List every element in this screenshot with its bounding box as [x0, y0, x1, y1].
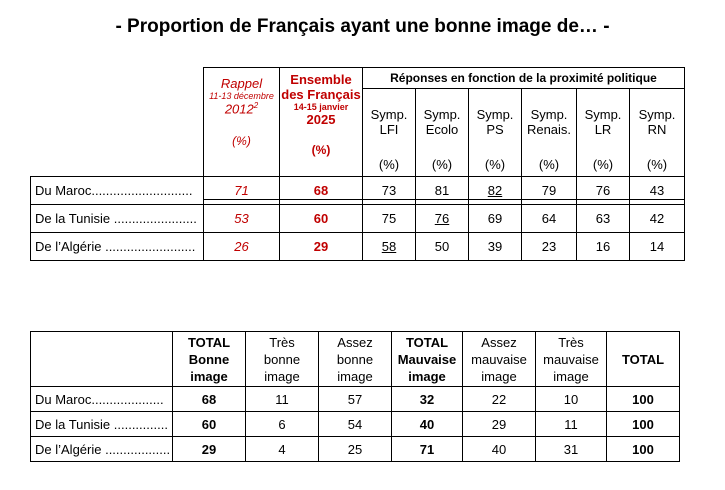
cell-value: 32	[392, 387, 463, 412]
cell-value: 54	[319, 412, 392, 437]
ensemble-year: 2025	[306, 112, 336, 127]
breakdown-header-row	[31, 332, 680, 387]
rappel-year: 2012	[224, 101, 254, 117]
column-header	[173, 332, 246, 387]
ensemble-value: 60	[280, 205, 363, 233]
column-header-line: image	[190, 368, 228, 384]
column-header-line: image	[264, 368, 300, 384]
cell-value: 29	[463, 412, 536, 437]
image-breakdown-table	[30, 331, 680, 462]
party-value: 63	[577, 205, 630, 233]
party-line1: Symp.	[584, 107, 622, 122]
column-header	[463, 332, 536, 387]
party-value: 79	[522, 177, 577, 205]
table-row	[31, 205, 685, 233]
party-value: 73	[363, 177, 416, 205]
party-value: 82	[469, 177, 522, 205]
column-header-line: Assez	[337, 334, 373, 350]
cell-value: 11	[536, 412, 607, 437]
column-header	[536, 332, 607, 387]
ensemble-dates: 14-15 janvier	[293, 102, 349, 112]
rappel-value: 53	[204, 205, 280, 233]
rappel-footnote: 2	[253, 101, 259, 110]
cell-value: 40	[463, 437, 536, 462]
party-value: 50	[416, 233, 469, 261]
party-value: 16	[577, 233, 630, 261]
row-label: De la Tunisie .......................	[31, 205, 204, 233]
column-header-line: image	[337, 368, 373, 384]
cell-value: 25	[319, 437, 392, 462]
party-unit: (%)	[538, 157, 560, 172]
party-line1: Symp.	[530, 107, 568, 122]
empty-corner	[31, 332, 173, 387]
rappel-dates: 11-13 décembre	[209, 91, 274, 101]
page-title: - Proportion de Français ayant une bonne image de… -	[115, 16, 610, 37]
column-header-line: Mauvaise	[397, 351, 457, 367]
row-label: Du Maroc....................	[31, 387, 173, 412]
cell-value: 31	[536, 437, 607, 462]
cell-value: 40	[392, 412, 463, 437]
cell-value: 6	[246, 412, 319, 437]
group-header: Réponses en fonction de la proximité politique	[363, 68, 685, 89]
cell-value: 10	[536, 387, 607, 412]
row-label: De la Tunisie ...............	[31, 412, 173, 437]
column-header-line: TOTAL	[187, 334, 231, 350]
party-line2: LR	[594, 122, 612, 137]
column-header-line: Bonne	[188, 351, 230, 367]
party-line1: Symp.	[476, 107, 514, 122]
party-line1: Symp.	[423, 107, 461, 122]
party-value: 64	[522, 205, 577, 233]
table-row	[31, 437, 680, 462]
party-value: 81	[416, 177, 469, 205]
cell-value: 71	[392, 437, 463, 462]
cell-value: 100	[607, 387, 680, 412]
cell-value: 29	[173, 437, 246, 462]
party-value: 76	[577, 177, 630, 205]
column-header	[319, 332, 392, 387]
cell-value: 100	[607, 412, 680, 437]
column-header-line: image	[553, 368, 589, 384]
column-header-line: bonne	[263, 351, 301, 367]
proximity-table-rows	[30, 176, 685, 261]
column-header-line: Très	[269, 334, 295, 350]
column-header-line: image	[408, 368, 446, 384]
cell-value: 68	[173, 387, 246, 412]
party-line2: Ecolo	[425, 122, 459, 137]
column-header-line: mauvaise	[543, 351, 599, 367]
column-header	[392, 332, 463, 387]
ensemble-unit: (%)	[311, 143, 331, 157]
rappel-value: 26	[204, 233, 280, 261]
row-label: Du Maroc............................	[31, 177, 204, 205]
party-line1: Symp.	[370, 107, 408, 122]
cell-value: 57	[319, 387, 392, 412]
column-header	[607, 332, 680, 387]
party-value: 42	[630, 205, 685, 233]
party-unit: (%)	[431, 157, 453, 172]
party-unit: (%)	[378, 157, 400, 172]
party-value: 58	[363, 233, 416, 261]
column-header-line: Très	[558, 334, 584, 350]
ensemble-value: 29	[280, 233, 363, 261]
column-header-line: image	[481, 368, 517, 384]
party-line1: Symp.	[638, 107, 676, 122]
row-label: De l’Algérie .........................	[31, 233, 204, 261]
rappel-value: 71	[204, 177, 280, 205]
party-value: 23	[522, 233, 577, 261]
table-row	[31, 233, 685, 261]
party-value: 14	[630, 233, 685, 261]
cell-value: 11	[246, 387, 319, 412]
cell-value: 4	[246, 437, 319, 462]
rappel-unit: (%)	[232, 134, 251, 149]
party-line2: RN	[647, 122, 667, 137]
rappel-label: Rappel	[220, 76, 263, 91]
cell-value: 60	[173, 412, 246, 437]
table-row	[31, 387, 680, 412]
column-header	[246, 332, 319, 387]
party-value: 39	[469, 233, 522, 261]
ensemble-line2: des Français	[281, 87, 361, 102]
party-line2: PS	[486, 122, 504, 137]
table-row	[31, 177, 685, 205]
party-line2: Renais.	[526, 122, 572, 137]
cell-value: 100	[607, 437, 680, 462]
party-value: 69	[469, 205, 522, 233]
party-line2: LFI	[379, 122, 399, 137]
column-header-line: bonne	[336, 351, 374, 367]
party-value: 43	[630, 177, 685, 205]
column-header-line: TOTAL	[405, 334, 449, 350]
party-value: 75	[363, 205, 416, 233]
party-unit: (%)	[646, 157, 668, 172]
table-row	[31, 412, 680, 437]
rappel-year-wrap	[204, 101, 279, 116]
column-header-line: TOTAL	[621, 351, 665, 367]
row-label: De l’Algérie ..................	[31, 437, 173, 462]
party-unit: (%)	[484, 157, 506, 172]
party-unit: (%)	[592, 157, 614, 172]
party-value: 76	[416, 205, 469, 233]
column-header-line: mauvaise	[471, 351, 527, 367]
column-header-line: Assez	[481, 334, 517, 350]
ensemble-value: 68	[280, 177, 363, 205]
ensemble-line1: Ensemble	[290, 72, 352, 87]
cell-value: 22	[463, 387, 536, 412]
